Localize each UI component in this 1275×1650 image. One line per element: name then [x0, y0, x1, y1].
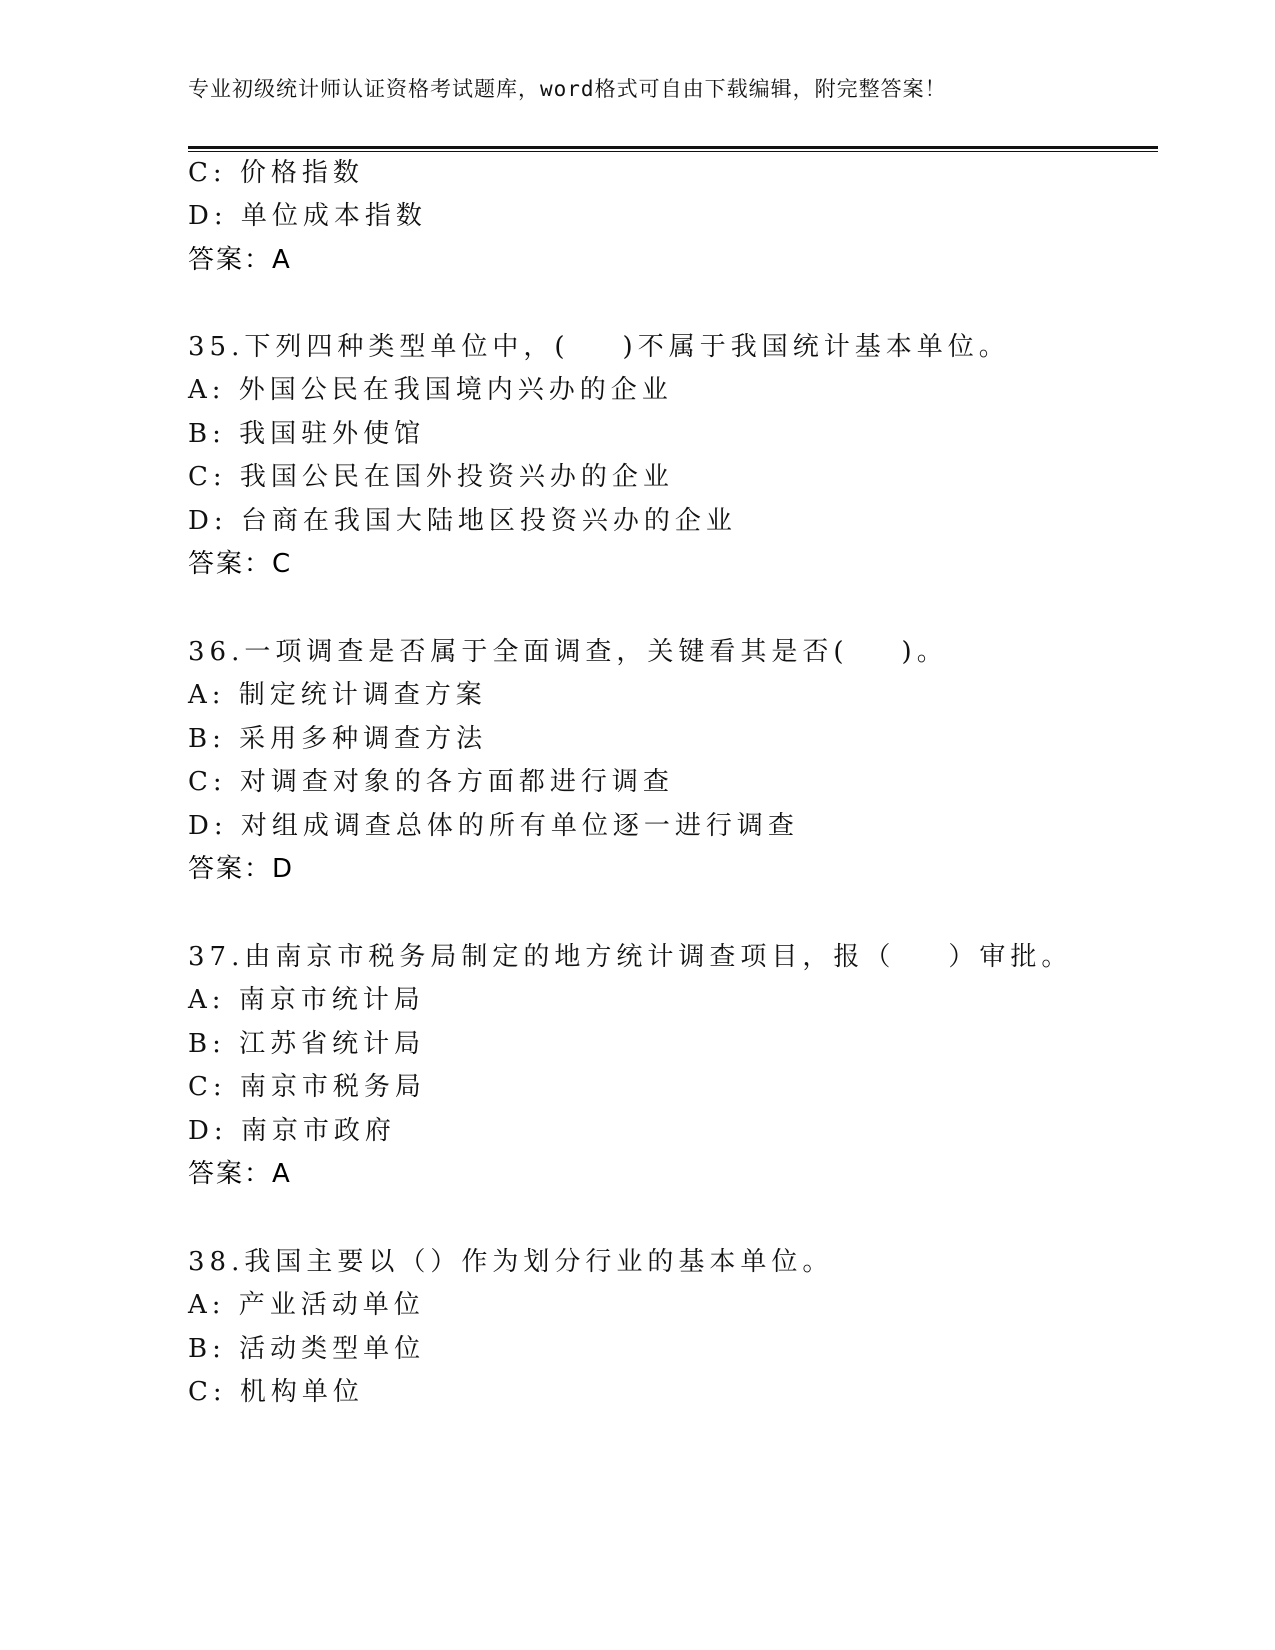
- question-37-option-b: B: 江苏省统计局: [188, 1029, 426, 1059]
- answer-line: 答案：A: [188, 245, 292, 275]
- question-37-option-d: D: 南京市政府: [188, 1116, 396, 1146]
- question-38-option-c: C: 机构单位: [188, 1377, 364, 1407]
- question-36-stem: 36.一项调查是否属于全面调查，关键看其是否( )。: [188, 637, 948, 667]
- question-36-option-b: B: 采用多种调查方法: [188, 724, 488, 754]
- question-35-option-c: C: 我国公民在国外投资兴办的企业: [188, 462, 674, 492]
- question-37-stem: 37.由南京市税务局制定的地方统计调查项目，报（ ）审批。: [188, 942, 1073, 972]
- question-38-option-b: B: 活动类型单位: [188, 1334, 426, 1364]
- question-37-option-c: C: 南京市税务局: [188, 1072, 426, 1102]
- option-c: C: 价格指数: [188, 158, 364, 188]
- option-d: D: 单位成本指数: [188, 201, 427, 231]
- page-header: 专业初级统计师认证资格考试题库，word格式可自由下载编辑，附完整答案！: [188, 77, 947, 101]
- question-36-option-a: A: 制定统计调查方案: [188, 680, 487, 710]
- question-36-option-d: D: 对组成调查总体的所有单位逐一进行调查: [188, 811, 799, 841]
- question-38-stem: 38.我国主要以（）作为划分行业的基本单位。: [188, 1247, 834, 1277]
- question-35-answer: 答案：C: [188, 549, 293, 579]
- question-38-option-a: A: 产业活动单位: [188, 1290, 425, 1320]
- question-35-stem: 35.下列四种类型单位中，( )不属于我国统计基本单位。: [188, 332, 1010, 362]
- question-37-option-a: A: 南京市统计局: [188, 985, 425, 1015]
- question-35-option-b: B: 我国驻外使馆: [188, 419, 426, 449]
- header-divider-thick: [188, 146, 1158, 149]
- header-divider-thin: [188, 151, 1158, 152]
- question-36-answer: 答案：D: [188, 854, 295, 884]
- question-35-option-a: A: 外国公民在我国境内兴办的企业: [188, 375, 673, 405]
- question-35-option-d: D: 台商在我国大陆地区投资兴办的企业: [188, 506, 737, 536]
- question-36-option-c: C: 对调查对象的各方面都进行调查: [188, 767, 674, 797]
- question-37-answer: 答案：A: [188, 1159, 292, 1189]
